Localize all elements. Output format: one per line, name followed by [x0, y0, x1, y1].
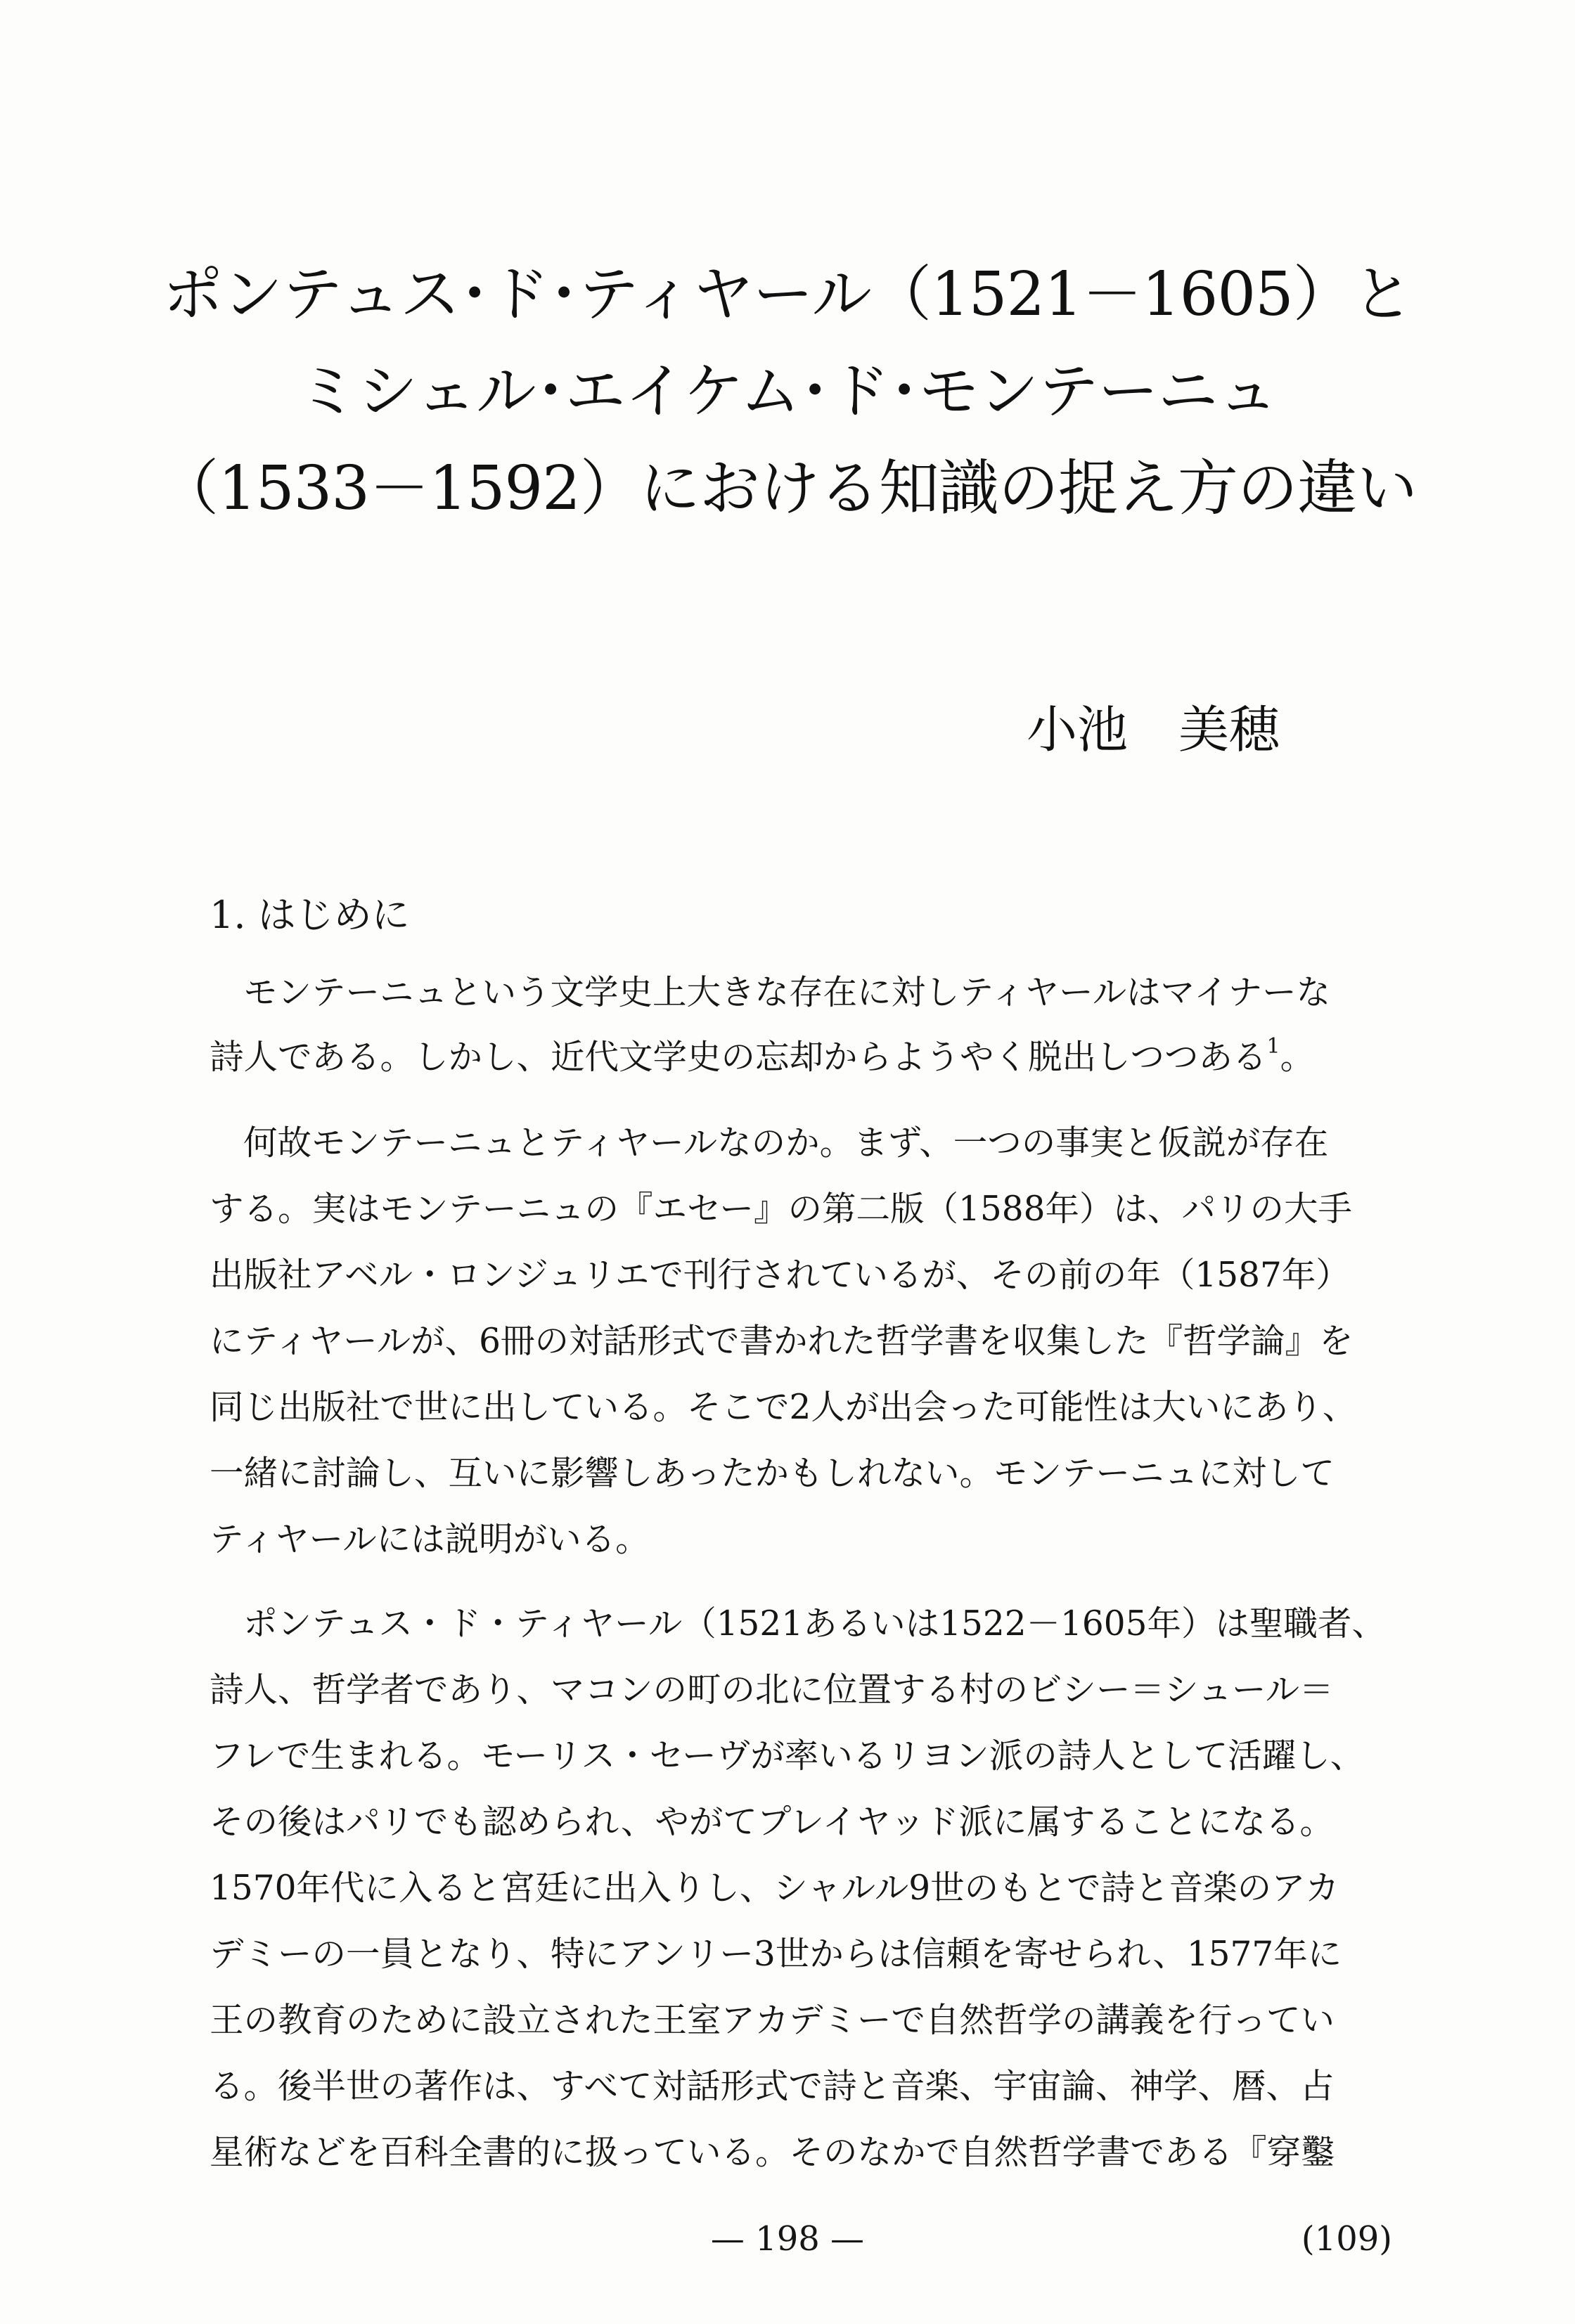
title-line-1: ポンテュス･ド･ティヤール（1521－1605）と: [162, 259, 1413, 330]
body-text: 。: [1280, 1038, 1315, 1077]
body-line-9: ティヤールには説明がいる。: [210, 1520, 650, 1559]
body-line-17: る。後半世の著作は、すべて対話形式で詩と音楽、宇宙論、神学、暦、占: [210, 2067, 1335, 2106]
body-line-5: 出版社アベル・ロンジュリエで刊行されているが、その前の年（1587年）: [210, 1255, 1350, 1295]
body-line-7: 同じ出版社で世に出している。そこで2人が出会った可能性は大いにあり、: [210, 1388, 1357, 1427]
body-line-6: にティヤールが、6冊の対話形式で書かれた哲学書を収集した『哲学論』を: [210, 1322, 1354, 1361]
body-line-1: モンテーニュという文学史上大きな存在に対しティヤールはマイナーな: [243, 973, 1331, 1012]
title-line-3: （1533－1592）における知識の捉え方の違い: [158, 453, 1417, 524]
body-line-14: 1570年代に入ると宮廷に出入りし、シャルル9世のもとで詩と音楽のアカ: [210, 1868, 1339, 1908]
body-line-11: 詩人、哲学者であり、マコンの町の北に位置する村のビシー＝シュール＝: [210, 1670, 1334, 1710]
alt-page-number: (109): [1301, 2219, 1392, 2259]
body-line-13: その後はパリでも認められ、やがてプレイヤッド派に属することになる。: [210, 1802, 1335, 1842]
body-line-10: ポンテュス・ド・ティヤール（1521あるいは1522－1605年）は聖職者、: [243, 1604, 1386, 1644]
page-number: — 198 —: [710, 2219, 865, 2259]
body-line-16: 王の教育のために設立された王室アカデミーで自然哲学の講義を行ってい: [210, 2001, 1335, 2040]
body-line-8: 一緒に討論し、互いに影響しあったかもしれない。モンテーニュに対して: [210, 1454, 1335, 1493]
body-line-18: 星術などを百科全書的に扱っている。そのなかで自然哲学書である『穿鑿: [210, 2133, 1335, 2172]
footnote-ref: 1: [1266, 1034, 1280, 1059]
title-line-2: ミシェル･エイケム･ド･モンテーニュ: [297, 356, 1278, 427]
body-line-2: [210, 1029, 1391, 1085]
body-line-12: フレで生まれる。モーリス・セーヴが率いるリヨン派の詩人として活躍し、: [210, 1736, 1365, 1776]
body-text: 詩人である。しかし、近代文学史の忘却からようやく脱出しつつある: [210, 1038, 1267, 1077]
body-line-3: 何故モンテーニュとティヤールなのか。まず、一つの事実と仮説が存在: [243, 1123, 1329, 1163]
body-line-15: デミーの一員となり、特にアンリー3世からは信頼を寄せられ、1577年に: [210, 1935, 1342, 1974]
author-name: 小池 美穂: [1026, 700, 1280, 759]
section-heading: 1. はじめに: [210, 893, 410, 937]
article-title: [141, 246, 1434, 537]
body-line-4: する。実はモンテーニュの『エセー』の第二版（1588年）は、パリの大手: [210, 1189, 1352, 1229]
